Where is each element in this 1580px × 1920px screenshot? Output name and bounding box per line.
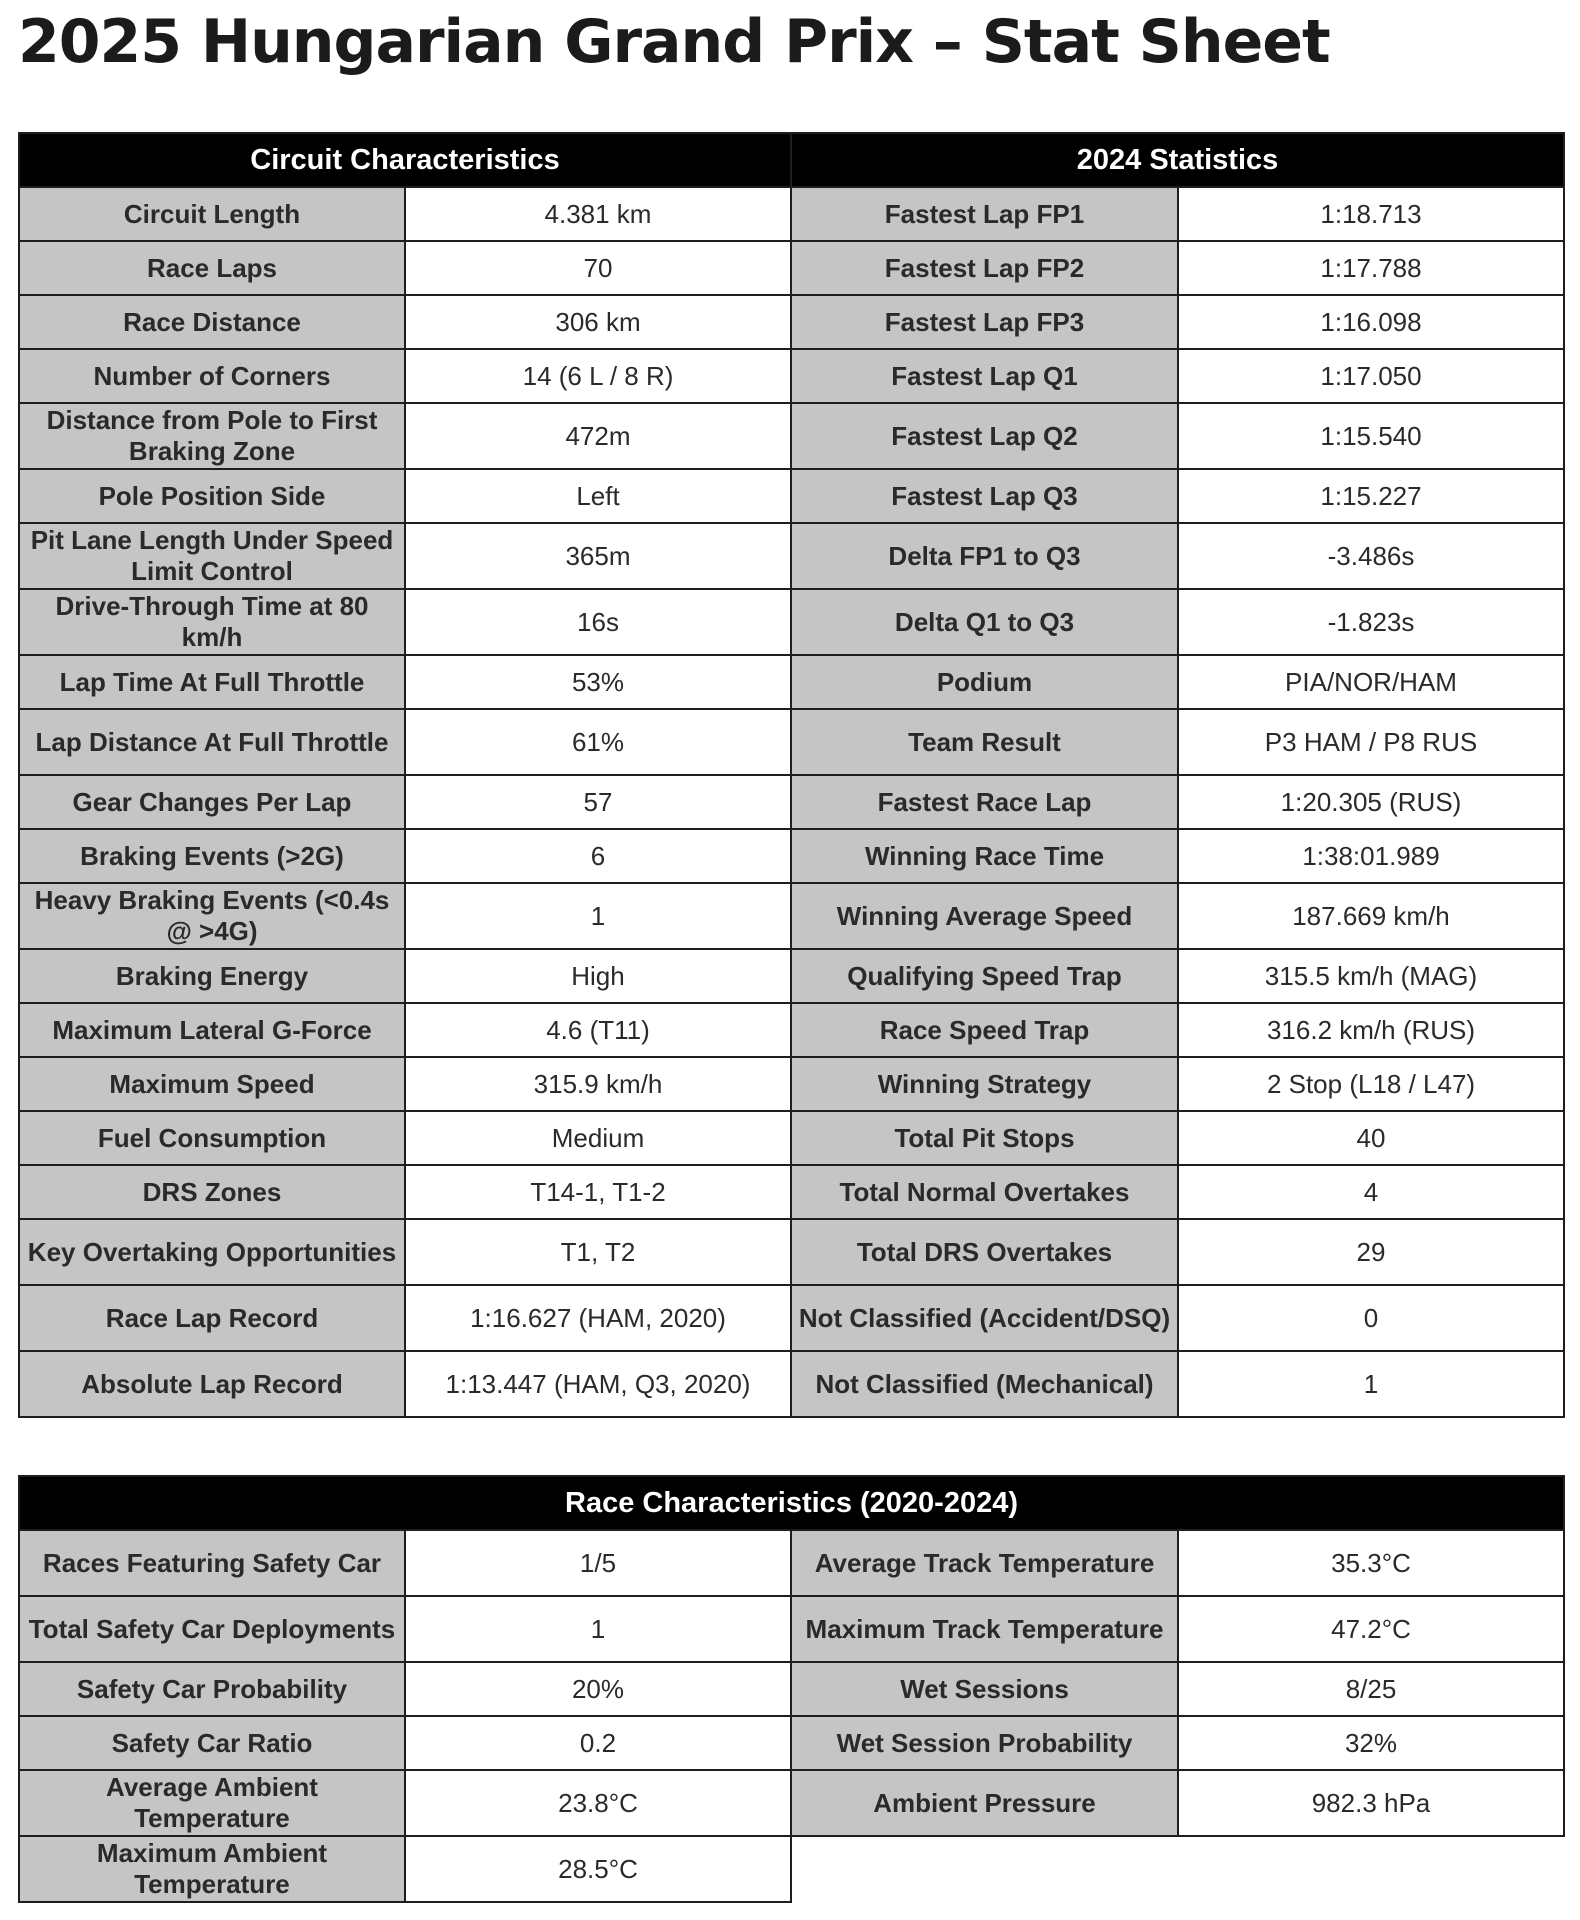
stat-label: Race Speed Trap	[791, 1003, 1178, 1057]
race-right-value: 47.2°C	[1178, 1596, 1564, 1662]
stat-label: Winning Strategy	[791, 1057, 1178, 1111]
circuit-value: 365m	[405, 523, 791, 589]
race-left-label: Average Ambient Temperature	[19, 1770, 405, 1836]
table-row	[19, 1285, 1564, 1351]
race-characteristics-header: Race Characteristics (2020-2024)	[19, 1476, 1564, 1530]
stat-value: 1:15.540	[1178, 403, 1564, 469]
stat-label: Fastest Lap Q2	[791, 403, 1178, 469]
circuit-value: 1:16.627 (HAM, 2020)	[405, 1285, 791, 1351]
race-right-label: Wet Sessions	[791, 1662, 1178, 1716]
circuit-value: 4.381 km	[405, 187, 791, 241]
race-right-label: Wet Session Probability	[791, 1716, 1178, 1770]
circuit-value: 14 (6 L / 8 R)	[405, 349, 791, 403]
race-right-label: Maximum Track Temperature	[791, 1596, 1178, 1662]
circuit-label: Key Overtaking Opportunities	[19, 1219, 405, 1285]
stat-value: -3.486s	[1178, 523, 1564, 589]
race-right-label: Average Track Temperature	[791, 1530, 1178, 1596]
circuit-label: Circuit Length	[19, 187, 405, 241]
circuit-value: T14-1, T1-2	[405, 1165, 791, 1219]
stat-value: 40	[1178, 1111, 1564, 1165]
stat-label: Winning Race Time	[791, 829, 1178, 883]
stat-label: Fastest Lap Q1	[791, 349, 1178, 403]
circuit-label: Pole Position Side	[19, 469, 405, 523]
circuit-value: 1	[405, 883, 791, 949]
circuit-value: 16s	[405, 589, 791, 655]
table-row	[19, 829, 1564, 883]
stat-label: Fastest Lap FP1	[791, 187, 1178, 241]
table-row	[19, 655, 1564, 709]
circuit-value: T1, T2	[405, 1219, 791, 1285]
race-left-value: 28.5°C	[405, 1836, 791, 1902]
table-row	[19, 1057, 1564, 1111]
stat-label: Total Pit Stops	[791, 1111, 1178, 1165]
circuit-label: Braking Events (>2G)	[19, 829, 405, 883]
circuit-label: Braking Energy	[19, 949, 405, 1003]
circuit-label: Race Lap Record	[19, 1285, 405, 1351]
race-left-value: 0.2	[405, 1716, 791, 1770]
table-row	[19, 349, 1564, 403]
race-characteristics-table	[18, 1475, 1565, 1903]
stat-label: Podium	[791, 655, 1178, 709]
circuit-value: 6	[405, 829, 791, 883]
race-left-value: 23.8°C	[405, 1770, 791, 1836]
table-row	[19, 1165, 1564, 1219]
stat-value: P3 HAM / P8 RUS	[1178, 709, 1564, 775]
race-left-label: Total Safety Car Deployments	[19, 1596, 405, 1662]
table-row	[19, 469, 1564, 523]
table-row	[19, 709, 1564, 775]
race-left-label: Maximum Ambient Temperature	[19, 1836, 405, 1902]
race-left-label: Safety Car Ratio	[19, 1716, 405, 1770]
table-row	[19, 1111, 1564, 1165]
stat-value: PIA/NOR/HAM	[1178, 655, 1564, 709]
circuit-label: Race Laps	[19, 241, 405, 295]
table-row	[19, 1219, 1564, 1285]
stat-label: Total Normal Overtakes	[791, 1165, 1178, 1219]
table-row	[19, 403, 1564, 469]
stat-value: 2 Stop (L18 / L47)	[1178, 1057, 1564, 1111]
table-row	[19, 1716, 1564, 1770]
stat-value: 1:18.713	[1178, 187, 1564, 241]
circuit-label: Maximum Lateral G-Force	[19, 1003, 405, 1057]
circuit-label: Maximum Speed	[19, 1057, 405, 1111]
race-left-value: 20%	[405, 1662, 791, 1716]
table-row	[19, 1351, 1564, 1417]
table-row	[19, 1770, 1564, 1836]
circuit-label: Number of Corners	[19, 349, 405, 403]
race-left-label: Safety Car Probability	[19, 1662, 405, 1716]
stat-label: Winning Average Speed	[791, 883, 1178, 949]
stat-value: 4	[1178, 1165, 1564, 1219]
stat-value: 316.2 km/h (RUS)	[1178, 1003, 1564, 1057]
race-right-value: 35.3°C	[1178, 1530, 1564, 1596]
circuit-characteristics-header: Circuit Characteristics	[19, 133, 791, 187]
circuit-label: Heavy Braking Events (<0.4s @ >4G)	[19, 883, 405, 949]
table-row	[19, 241, 1564, 295]
table-row	[19, 187, 1564, 241]
stat-label: Qualifying Speed Trap	[791, 949, 1178, 1003]
circuit-value: 57	[405, 775, 791, 829]
circuit-value: 53%	[405, 655, 791, 709]
table-row	[19, 589, 1564, 655]
stat-label: Not Classified (Mechanical)	[791, 1351, 1178, 1417]
race-left-value: 1	[405, 1596, 791, 1662]
circuit-label: Gear Changes Per Lap	[19, 775, 405, 829]
circuit-value: Medium	[405, 1111, 791, 1165]
stat-value: 1:17.788	[1178, 241, 1564, 295]
table-row	[19, 949, 1564, 1003]
page-title: 2025 Hungarian Grand Prix – Stat Sheet	[18, 7, 1330, 77]
stat-value: 1:38:01.989	[1178, 829, 1564, 883]
stat-value: 1:17.050	[1178, 349, 1564, 403]
circuit-label: Absolute Lap Record	[19, 1351, 405, 1417]
table-row	[19, 1662, 1564, 1716]
race-right-value: 982.3 hPa	[1178, 1770, 1564, 1836]
circuit-value: 70	[405, 241, 791, 295]
stat-label: Delta FP1 to Q3	[791, 523, 1178, 589]
circuit-value: 61%	[405, 709, 791, 775]
stat-value: 0	[1178, 1285, 1564, 1351]
circuit-value: Left	[405, 469, 791, 523]
circuit-label: Drive-Through Time at 80 km/h	[19, 589, 405, 655]
race-right-value: 32%	[1178, 1716, 1564, 1770]
circuit-value: High	[405, 949, 791, 1003]
table-row	[19, 883, 1564, 949]
stat-value: -1.823s	[1178, 589, 1564, 655]
table-row	[19, 775, 1564, 829]
stat-label: Fastest Lap FP2	[791, 241, 1178, 295]
circuit-label: Fuel Consumption	[19, 1111, 405, 1165]
race-right-value: 8/25	[1178, 1662, 1564, 1716]
circuit-label: Distance from Pole to First Braking Zone	[19, 403, 405, 469]
stat-value: 1	[1178, 1351, 1564, 1417]
circuit-label: Race Distance	[19, 295, 405, 349]
circuit-label: DRS Zones	[19, 1165, 405, 1219]
circuit-label: Lap Time At Full Throttle	[19, 655, 405, 709]
circuit-value: 306 km	[405, 295, 791, 349]
stat-value: 29	[1178, 1219, 1564, 1285]
table-row	[19, 523, 1564, 589]
stat-value: 315.5 km/h (MAG)	[1178, 949, 1564, 1003]
circuit-value: 315.9 km/h	[405, 1057, 791, 1111]
stat-label: Team Result	[791, 709, 1178, 775]
stat-label: Fastest Lap Q3	[791, 469, 1178, 523]
stat-value: 1:15.227	[1178, 469, 1564, 523]
table-row	[19, 1836, 1564, 1902]
stat-value: 187.669 km/h	[1178, 883, 1564, 949]
stat-label: Not Classified (Accident/DSQ)	[791, 1285, 1178, 1351]
stat-label: Fastest Race Lap	[791, 775, 1178, 829]
table-row	[19, 295, 1564, 349]
circuit-value: 4.6 (T11)	[405, 1003, 791, 1057]
circuit-label: Lap Distance At Full Throttle	[19, 709, 405, 775]
empty-cell	[791, 1836, 1564, 1902]
stat-label: Total DRS Overtakes	[791, 1219, 1178, 1285]
stat-label: Fastest Lap FP3	[791, 295, 1178, 349]
circuit-value: 472m	[405, 403, 791, 469]
table-row	[19, 1003, 1564, 1057]
table-row	[19, 1530, 1564, 1596]
race-right-label: Ambient Pressure	[791, 1770, 1178, 1836]
stats-table	[18, 132, 1565, 1418]
circuit-value: 1:13.447 (HAM, Q3, 2020)	[405, 1351, 791, 1417]
race-left-label: Races Featuring Safety Car	[19, 1530, 405, 1596]
stat-label: Delta Q1 to Q3	[791, 589, 1178, 655]
table-row	[19, 1596, 1564, 1662]
circuit-label: Pit Lane Length Under Speed Limit Control	[19, 523, 405, 589]
statistics-2024-header: 2024 Statistics	[791, 133, 1564, 187]
stat-value: 1:20.305 (RUS)	[1178, 775, 1564, 829]
race-left-value: 1/5	[405, 1530, 791, 1596]
stat-value: 1:16.098	[1178, 295, 1564, 349]
